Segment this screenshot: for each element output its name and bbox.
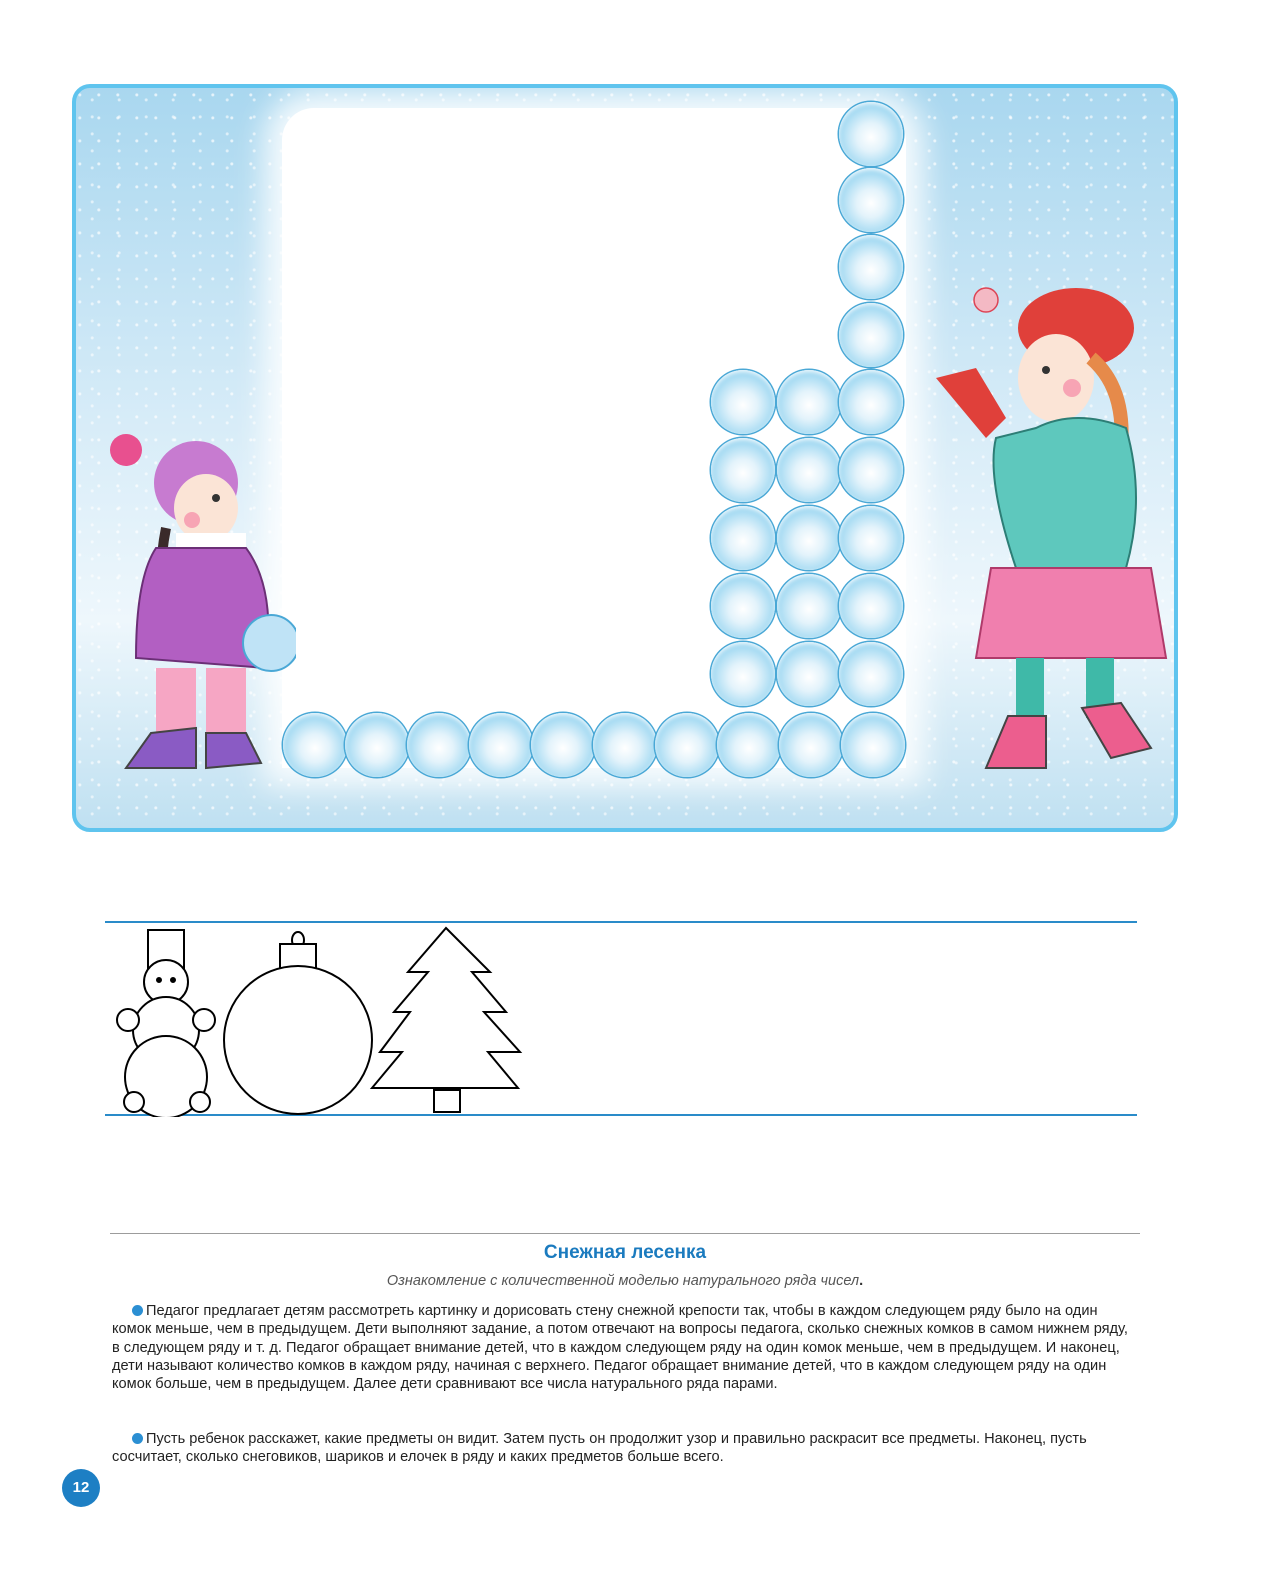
snowball bbox=[711, 370, 775, 434]
snowball bbox=[839, 506, 903, 570]
snowball bbox=[839, 303, 903, 367]
snowball bbox=[593, 713, 657, 777]
snowball bbox=[839, 574, 903, 638]
section-divider bbox=[110, 1233, 1140, 1234]
snowball bbox=[711, 574, 775, 638]
snowman-outline bbox=[117, 930, 215, 1117]
girl-right-illustration bbox=[896, 278, 1176, 798]
girl-left-illustration bbox=[96, 428, 296, 788]
paragraph-1: Педагог предлагает детям рассмотреть картинку и дорисовать стену снежной крепости так, чтобы в каждом следующем ряду было на один комок меньше, чем в предыдущем. Дети выполняют задание, а потом отвечают на вопросы педагога, сколько снежных комков в самом нижнем ряду, в следующем ряду и т. д. Педагог обращает внимание детей, что в каждом следующем ряду на один комок меньше, чем в предыдущем. И наконец, дети называют количество комков в каждом ряду, начиная с верхнего. Педагог обращает внимание детей, что в каждом следующем ряду на один комок больше, чем в предыдущем. Далее дети сравнивают все числа натурального ряда парами. bbox=[112, 1303, 1128, 1393]
section-title: Снежная лесенка bbox=[543, 1242, 707, 1263]
snowball bbox=[777, 438, 841, 502]
bullet-icon bbox=[132, 1305, 143, 1316]
pattern-row bbox=[110, 922, 530, 1117]
illustration-panel bbox=[72, 84, 1178, 832]
snowball bbox=[777, 574, 841, 638]
snowball bbox=[839, 438, 903, 502]
ornament-outline bbox=[224, 932, 372, 1114]
snowball bbox=[407, 713, 471, 777]
snowball bbox=[779, 713, 843, 777]
fir-tree-outline bbox=[372, 928, 520, 1112]
snowball bbox=[839, 642, 903, 706]
snowball bbox=[777, 642, 841, 706]
snowball bbox=[655, 713, 719, 777]
section-subtitle: Ознакомление с количественной моделью натурального ряда чисел. bbox=[386, 1273, 864, 1289]
page-number: 12 bbox=[62, 1469, 100, 1507]
snowball bbox=[345, 713, 409, 777]
snowball bbox=[777, 370, 841, 434]
snowball bbox=[717, 713, 781, 777]
snowball bbox=[839, 102, 903, 166]
paragraph-2: Пусть ребенок расскажет, какие предметы он видит. Затем пусть он продолжит узор и правильно раскрасит все предметы. Наконец, пусть сосчитает, сколько снеговиков, шариков и елочек в ряду и каких предметов больше всего. bbox=[112, 1431, 1087, 1466]
snowball bbox=[777, 506, 841, 570]
snowball bbox=[839, 370, 903, 434]
snowball bbox=[711, 642, 775, 706]
snowball bbox=[711, 506, 775, 570]
snowball bbox=[839, 235, 903, 299]
snowball bbox=[469, 713, 533, 777]
bullet-icon bbox=[132, 1433, 143, 1444]
snowball bbox=[531, 713, 595, 777]
snowball bbox=[839, 168, 903, 232]
snowball bbox=[711, 438, 775, 502]
